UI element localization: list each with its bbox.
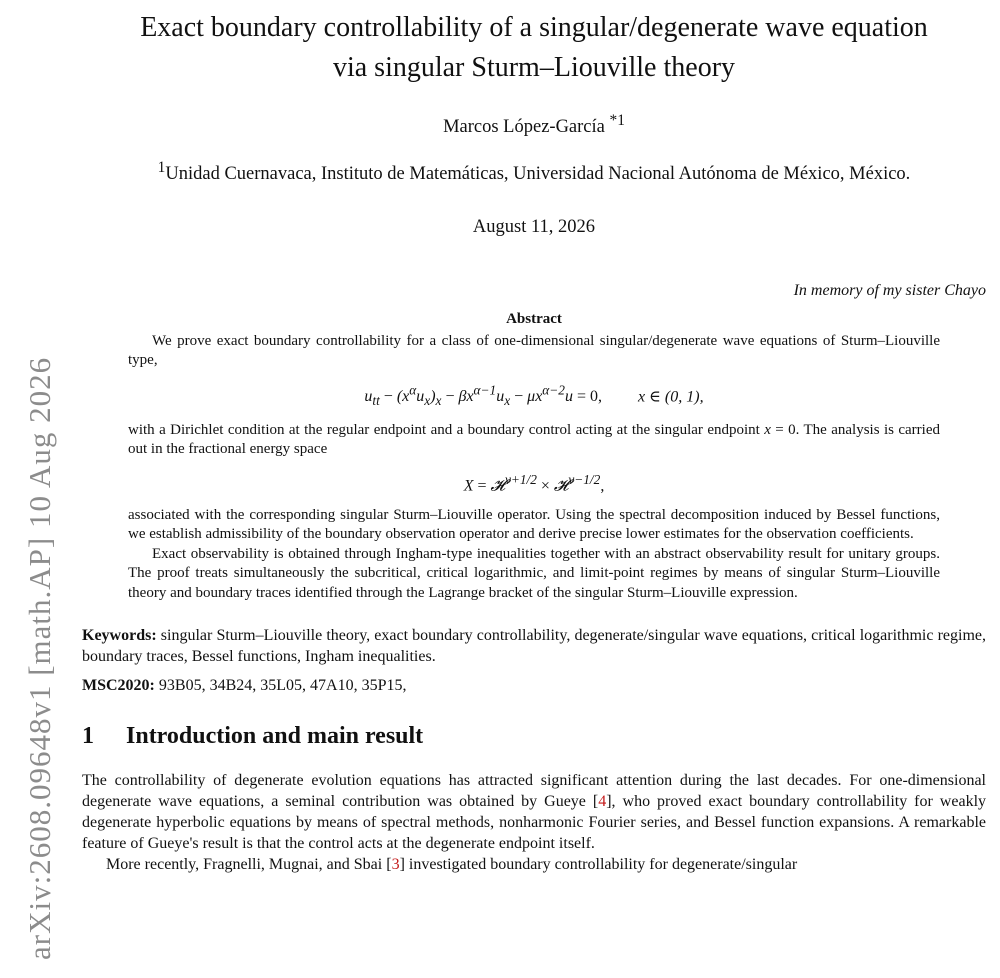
section-title: Introduction and main result — [126, 723, 424, 750]
wave-equation-formula: $u_{tt} - (x^\alpha u_x)_x - \beta x^{\alpha-1}u_x - \mu x^{\alpha-2}u = 0$, — [364, 382, 602, 409]
arxiv-identifier-stamp: arXiv:2608.09648v1 [math.AP] 10 Aug 2026 — [22, 356, 57, 960]
paper-date: August 11, 2026 — [472, 217, 596, 238]
title-line-2: via singular Sturm–Liouville theory — [332, 52, 736, 83]
energy-space-formula: X = 𝓗$^{\nu+1/2}$ × 𝓗$^{\nu-1/2}$, — [463, 471, 605, 495]
wave-equation-domain: x ∈ (0, 1), — [637, 388, 704, 406]
keywords — [82, 625, 986, 667]
citation-link[interactable]: 4 — [598, 793, 607, 811]
affiliation — [82, 155, 986, 187]
abstract-paragraph-2: with a Dirichlet condition at the regular endpoint and a boundary control acting at the singular endpoint x = 0. The analysis is carried out in the fractional energy space — [128, 421, 940, 458]
abstract-heading: Abstract — [506, 311, 562, 328]
wave-equation — [128, 381, 940, 411]
introduction-text — [82, 770, 986, 875]
keywords-text: singular Sturm–Liouville theory, exact boundary controllability, degenerate/singular wave equations, critical logarithmic regime, boundary traces, Bessel functions, Ingham inequalities. — [82, 627, 987, 666]
affiliation-text: Unidad Cuernavaca, Instituto de Matemáticas, Universidad Nacional Autónoma de México, México. — [165, 164, 911, 185]
abstract-paragraph-3: associated with the corresponding singular Sturm–Liouville operator. Using the spectral decomposition induced by Bessel functions, we establish admissibility of the boundary observation operator and derive precise lower estimates for the observation coefficients. — [128, 506, 940, 543]
author-footnote-mark: *1 — [609, 112, 625, 129]
paper-page — [82, 0, 986, 875]
author-name: Marcos López-García — [443, 117, 610, 138]
intro-paragraph-2: More recently, Fragnelli, Mugnai, and Sbai [3] investigated boundary controllability for degenerate/singular — [106, 856, 798, 874]
abstract — [128, 310, 940, 603]
msc-label: MSC2020: — [82, 677, 155, 695]
section-heading — [82, 723, 986, 750]
msc-classification — [82, 677, 986, 695]
intro-paragraph-1: The controllability of degenerate evolution equations has attracted significant attention during the last decades. For one-dimensional degenerate wave equations, a seminal contribution was obtained by Gueye [4], who proved exact boundary controllability for weakly degenerate hyperbolic equations by means of spectral methods, nonharmonic Fourier series, and Bessel function expansions. A remarkable feature of Gueye's result is that the control acts at the degenerate endpoint itself. — [82, 772, 987, 853]
section-number: 1 — [82, 723, 94, 750]
msc-codes: 93B05, 34B24, 35L05, 47A10, 35P15, — [158, 677, 407, 695]
citation-link[interactable]: 3 — [391, 856, 400, 874]
title-line-1: Exact boundary controllability of a singular/degenerate wave equation — [140, 12, 928, 43]
dedication: In memory of my sister Chayo — [793, 282, 986, 300]
abstract-paragraph-1: We prove exact boundary controllability for a class of one-dimensional singular/degenerate wave equations of Sturm–Liouville type, — [128, 332, 940, 369]
author-line — [82, 112, 986, 138]
keywords-label: Keywords: — [82, 627, 157, 645]
paper-title — [82, 8, 986, 88]
affiliation-mark: 1 — [157, 159, 166, 177]
abstract-paragraph-4: Exact observability is obtained through Ingham-type inequalities together with an abstract observability result for unitary groups. The proof treats simultaneously the subcritical, critical logarithmic, and limit-point regimes by means of singular Sturm–Liouville theory and boundary traces identified through the Lagrange bracket of the singular Sturm–Liouville expression. — [128, 545, 940, 601]
